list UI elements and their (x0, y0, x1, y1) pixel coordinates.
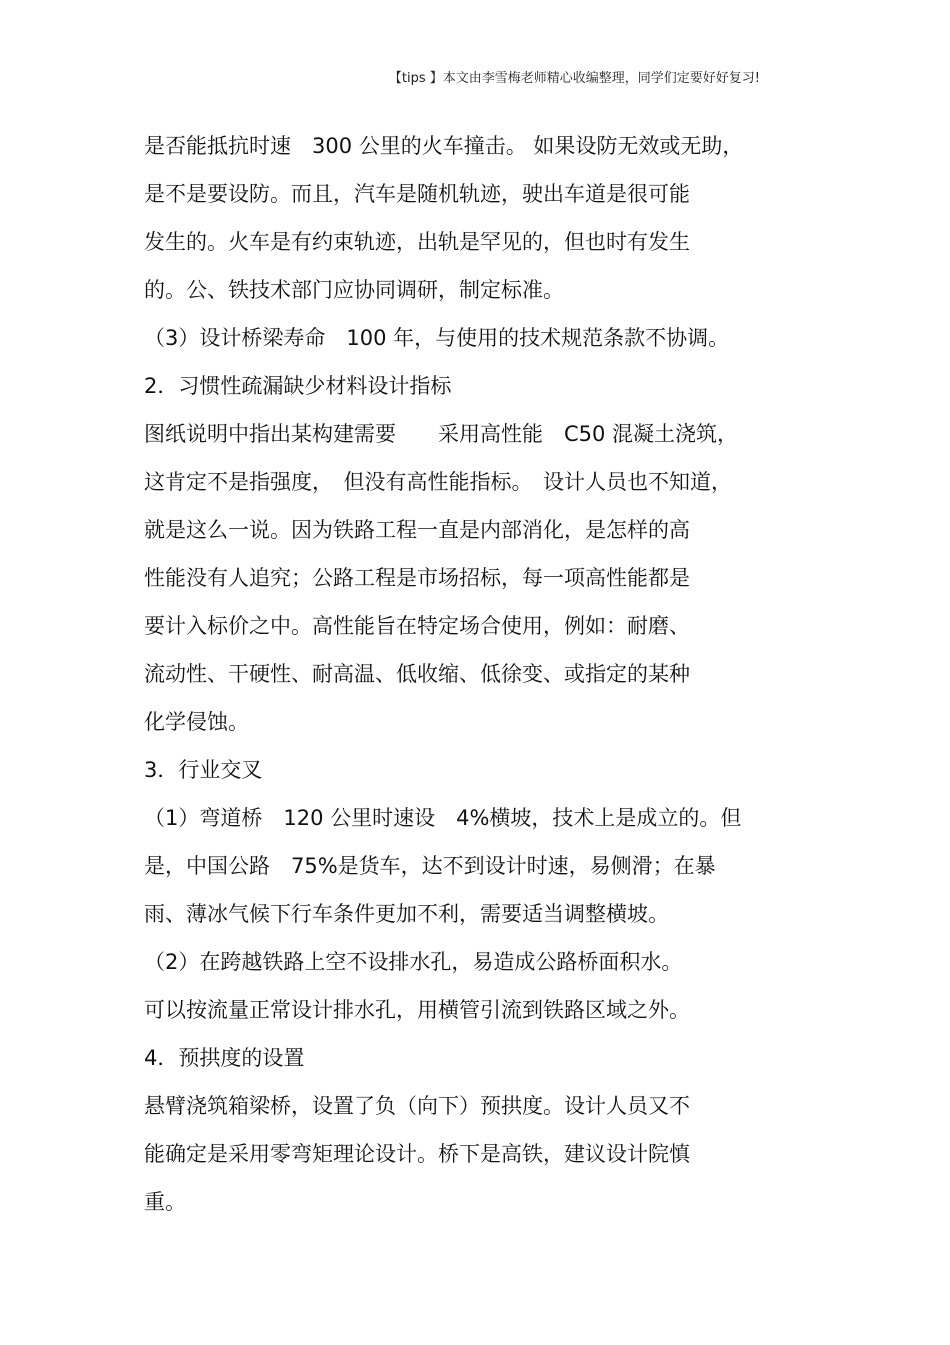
text-line-21: 悬臂浇筑箱梁桥，设置了负（向下）预拱度。设计人员又不 (144, 1094, 690, 1118)
text-line-19: 可以按流量正常设计排水孔，用横管引流到铁路区域之外。 (144, 998, 690, 1022)
text-line-4: 的。公、铁技术部门应协同调研，制定标准。 (144, 278, 564, 302)
text-line-10: 性能没有人追究；公路工程是市场招标，每一项高性能都是 (144, 566, 690, 590)
text-line-11: 要计入标价之中。高性能旨在特定场合使用，例如：耐磨、 (144, 614, 690, 638)
text-line-15: （1）弯道桥 120 公里时速设 4%横坡，技术上是成立的。但 (144, 806, 742, 830)
section-heading-4: 4．预拱度的设置 (144, 1046, 305, 1070)
text-line-9: 就是这么一说。因为铁路工程一直是内部消化，是怎样的高 (144, 518, 690, 542)
text-line-8: 这肯定不是指强度， 但没有高性能指标。 设计人员也不知道， (144, 470, 732, 494)
text-line-12: 流动性、干硬性、耐高温、低收缩、低徐变、或指定的某种 (144, 662, 690, 686)
text-line-2: 是不是要设防。而且，汽车是随机轨迹，驶出车道是很可能 (144, 182, 690, 206)
text-line-13: 化学侵蚀。 (144, 710, 249, 734)
text-line-3: 发生的。火车是有约束轨迹，出轨是罕见的，但也时有发生 (144, 230, 690, 254)
text-line-17: 雨、薄冰气候下行车条件更加不利，需要适当调整横坡。 (144, 902, 669, 926)
text-line-22: 能确定是采用零弯矩理论设计。桥下是高铁，建议设计院慎 (144, 1142, 690, 1166)
section-heading-2: 2．习惯性疏漏缺少材料设计指标 (144, 374, 452, 398)
section-heading-3: 3．行业交叉 (144, 758, 263, 782)
text-line-16: 是，中国公路 75%是货车，达不到设计时速，易侧滑；在暴 (144, 854, 716, 878)
text-line-23: 重。 (144, 1190, 186, 1214)
tips-header: 【tips 】本文由李雪梅老师精心收编整理，同学们定要好好复习! (388, 71, 760, 86)
document-body (144, 126, 794, 1230)
text-line-5: （3）设计桥梁寿命 100 年，与使用的技术规范条款不协调。 (144, 326, 730, 350)
text-line-7: 图纸说明中指出某构建需要 采用高性能 C50 混凝土浇筑， (144, 422, 739, 446)
text-line-18: （2）在跨越铁路上空不设排水孔，易造成公路桥面积水。 (144, 950, 683, 974)
text-line-1: 是否能抵抗时速 300 公里的火车撞击。 如果设防无效或无助， (144, 134, 744, 158)
